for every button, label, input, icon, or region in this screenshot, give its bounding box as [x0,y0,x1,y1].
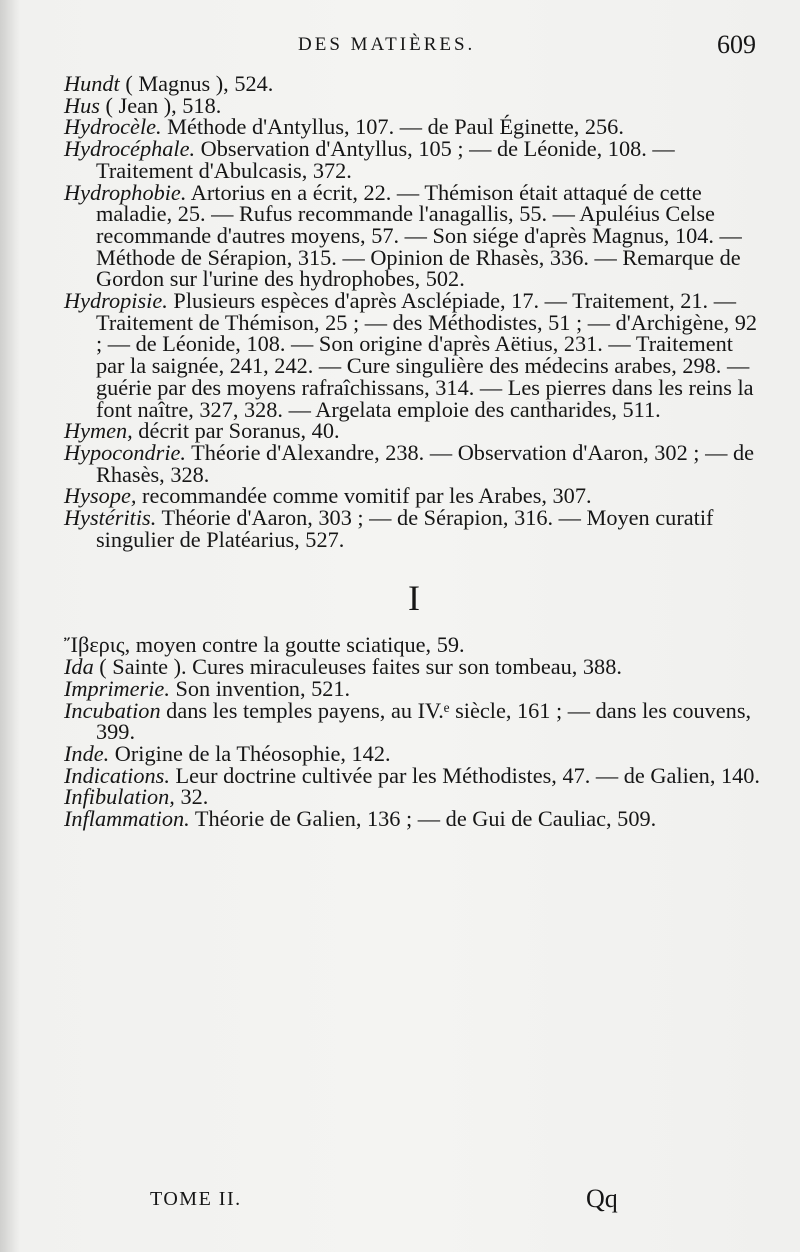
entry-term: Hystéritis. [64,505,157,531]
entry-text: 32. [174,784,209,810]
page-number: 609 [717,30,756,59]
entry-text: Théorie de Galien, 136 ; — de Gui de Cauliac, 509. [189,806,657,832]
volume-label: TOME II. [150,1188,242,1210]
entry-text: Théorie d'Aaron, 303 ; — de Sérapion, 316. — Moyen curatif singulier de Platéarius, 527. [96,505,714,552]
index-entry [64,697,764,745]
index-entry [64,786,764,808]
entry-text: décrit par Soranus, 40. [132,418,340,444]
page-header [0,30,800,70]
entry-text: Théorie d'Alexandre, 238. — Observation d'Aaron, 302 ; — de Rhasès, 328. [96,439,754,487]
entry-text: Plusieurs espèces d'après Asclépiade, 17. — Traitement, 21. — Traitement de Thémison, 25 ; — des Méthodistes, 51 ; — d'Archigène, 92 ; — de Léonide, 108. — Son origine d'après Aëtius, 231. — Traitement par la saignée, 241, 242. — Cure singulière des médecins arabes, 298. — guérie par des moyens rafraîchissans, 314. — Les pierres dans les reins la font naître, 327, 328. — Argelata emploie des cantharides, 511. [96,288,758,422]
entry-term: Ida [64,654,94,680]
index-entry [64,420,764,442]
signature-mark: Qq [586,1184,618,1213]
entry-term: Indications. [64,762,170,788]
entry-term: Hydrocéphale. [64,136,196,162]
entry-text: Son invention, 521. [169,675,351,701]
entry-text: ( Sainte ). Cures miraculeuses faites sur son tombeau, 388. [93,654,622,680]
entry-text: ( Jean ), 518. [99,92,222,118]
index-entry [64,507,764,550]
index-entry [64,762,764,788]
entry-text: Méthode d'Antyllus, 107. — de Paul Éginette, 256. [161,114,624,140]
index-entry [64,740,764,766]
entry-term: Hydropisie. [64,288,168,314]
entry-term: Imprimerie. [64,675,170,701]
entry-text: dans les temples payens, au IV.ᵉ siècle, 161 ; — dans les couvens, 399. [96,697,752,745]
entry-term: Hydrophobie. [64,179,187,205]
index-entry [64,656,764,678]
index-entry [64,808,764,830]
entry-term: Incubation [64,697,161,723]
page-footer [0,1184,800,1224]
entry-text: Origine de la Théosophie, 142. [109,740,391,766]
entry-text: Observation d'Antyllus, 105 ; — de Léonide, 108. — Traitement d'Abulcasis, 372. [96,136,675,183]
entry-term: Hymen, [64,418,133,444]
running-head: DES MATIÈRES. [298,34,476,55]
entry-term: Hundt [64,71,120,96]
entry-term: Infibulation, [64,784,175,810]
entry-term: Hysope, [64,483,137,509]
index-entry [64,116,764,138]
entry-text: Artorius en a écrit, 22. — Thémison était attaqué de cette maladie, 25. — Rufus recommande l'anagallis, 55. — Apuléius Celse recommande d'autres moyens, 57. — Son siége d'après Magnus, 104. — Méthode de Sérapion, 315. — Opinion de Rhasès, 336. — Remarque de Gordon sur l'urine des hydrophobes, 502. [96,179,742,292]
index-entry [64,634,764,656]
entry-term: Inde. [64,740,110,766]
index-entry [64,73,764,95]
index-entry [64,485,764,507]
entry-term: Hypocondrie. [64,439,186,465]
index-entry [64,92,764,118]
index-body [64,73,764,830]
entry-term: Hus [64,92,100,118]
index-entry [64,675,764,701]
index-entry [64,439,764,487]
entry-text: ( Magnus ), 524. [119,71,274,96]
entry-term: Inflammation. [64,806,190,832]
entry-text: moyen contre la goutte sciatique, 59. [130,632,465,658]
entries-h [64,73,764,550]
index-entry [64,138,764,181]
entry-text: Leur doctrine cultivée par les Méthodistes, 47. — de Galien, 140. [169,762,760,788]
entry-text: recommandée comme vomitif par les Arabes, 307. [136,483,592,509]
index-entry [64,179,764,292]
entry-term: Hydrocèle. [64,114,162,140]
entry-term: Ἴβερις, [64,632,131,658]
section-letter: I [408,578,420,619]
index-entry [64,290,764,420]
entries-i [64,632,764,832]
